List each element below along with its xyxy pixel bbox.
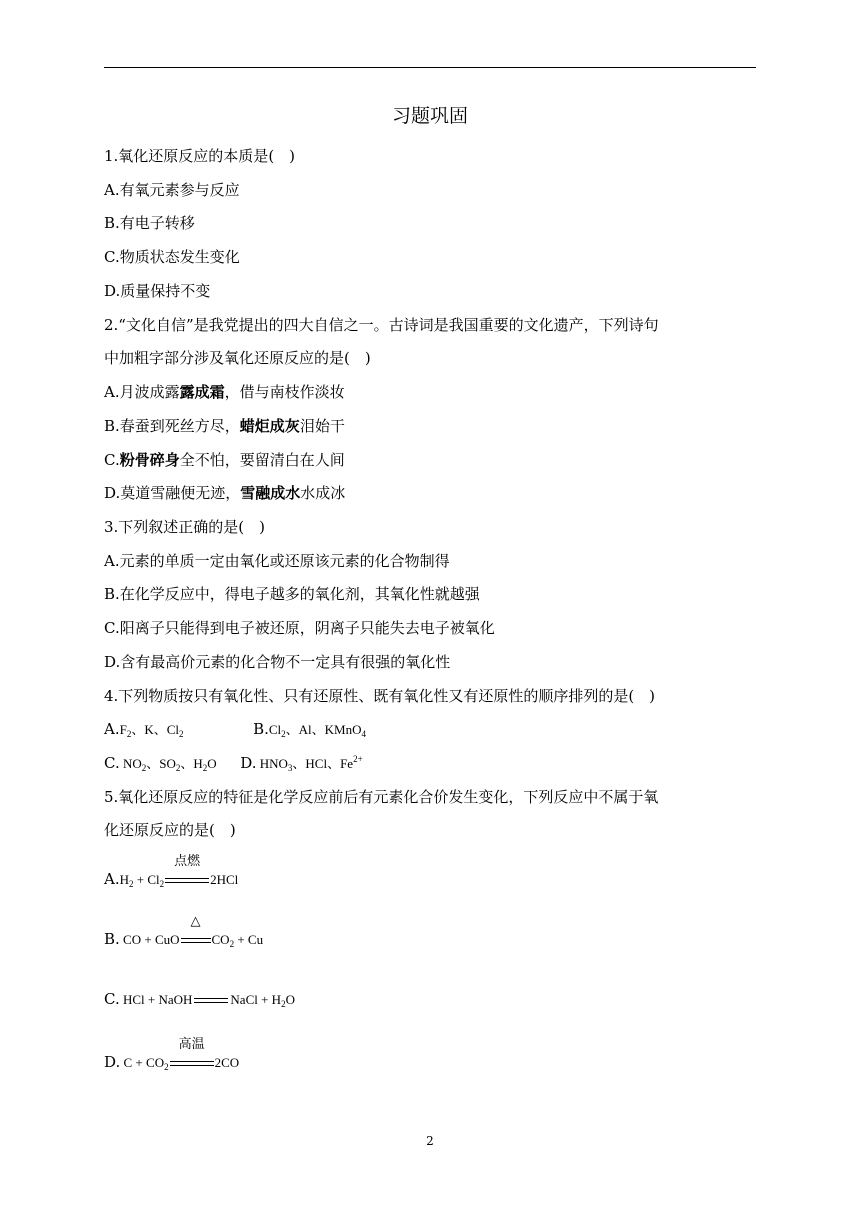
q3-option-c: C.阳离子只能得到电子被还原，阴离子只能失去电子被氧化 <box>104 619 495 637</box>
q2-a-bold: 露成霜 <box>179 383 225 401</box>
q5-b-condition <box>181 914 211 947</box>
q2-b-text: B.春蚕到死丝方尽， <box>104 417 240 435</box>
q5-option-b <box>104 914 264 950</box>
q5-option-c <box>104 989 295 1010</box>
q4-d-label: D. <box>240 754 257 772</box>
q5-c-reactants: HCl + NaOH <box>119 992 193 1007</box>
q5-a-condition-label: 点燃 <box>174 854 201 869</box>
q2-option-a <box>104 382 345 402</box>
q4-stem: 4.下列物质按只有氧化性、只有还原性、既有氧化性又有还原性的顺序排列的是( ) <box>104 687 656 705</box>
q5-c-label: C. <box>104 990 120 1008</box>
q5-a-condition <box>165 854 209 887</box>
q1-option-b: B.有电子转移 <box>104 214 195 232</box>
q3-option-b: B.在化学反应中，得电子越多的氧化剂，其氧化性就越强 <box>104 585 480 603</box>
q5-stem-line2: 化还原反应的是( ) <box>104 821 236 839</box>
q2-a-text: A.月波成露 <box>104 383 180 401</box>
q2-a-text-end: ，借与南枝作淡妆 <box>224 383 345 401</box>
q4-d-formulas: $HNO_3$、HCl、$Fe^{2+}$ <box>256 754 363 773</box>
q1-stem: 1.氧化还原反应的本质是( ) <box>104 147 296 165</box>
q2-b-bold: 蜡炬成灰 <box>239 417 300 435</box>
q5-d-products: 2CO <box>214 1055 240 1070</box>
q5-b-label: B. <box>104 930 120 948</box>
q4-options-cd <box>104 753 363 774</box>
q4-a-formulas: $F_2$、K、$Cl_2$ <box>119 722 184 739</box>
q2-option-b <box>104 416 345 436</box>
q4-b-formulas: $Cl_2$、Al、KMnO$_4$ <box>268 722 367 739</box>
q4-c-label: C. <box>104 754 120 772</box>
q5-b-condition-label: △ <box>190 914 201 929</box>
q2-b-text-end: 泪始干 <box>299 417 345 435</box>
page-title: 习题巩固 <box>391 105 468 127</box>
q2-c-text: C. <box>104 451 120 469</box>
q2-stem-line1: 2.“文化自信”是我党提出的四大自信之一。古诗词是我国重要的文化遗产，下列诗句 <box>104 316 659 334</box>
q1-option-d: D.质量保持不变 <box>104 282 211 300</box>
q5-option-a <box>104 854 239 890</box>
q5-c-equals <box>194 993 228 1007</box>
q5-b-products: $CO_2 + Cu$ <box>211 932 264 949</box>
q1-option-c: C.物质状态发生变化 <box>104 248 240 266</box>
q2-d-bold: 雪融成水 <box>240 484 301 502</box>
q5-b-reactants: CO + CuO <box>119 932 180 947</box>
q3-option-a: A.元素的单质一定由氧化或还原该元素的化合物制得 <box>104 552 450 570</box>
q5-d-label: D. <box>104 1053 121 1071</box>
q2-stem-line2: 中加粗字部分涉及氧化还原反应的是( ) <box>104 349 371 367</box>
q4-b-label: B. <box>253 720 269 738</box>
q2-option-d <box>104 483 345 503</box>
q5-option-d <box>104 1037 240 1073</box>
q3-stem: 3.下列叙述正确的是( ) <box>104 518 266 536</box>
q4-a-label: A. <box>104 720 120 738</box>
q2-d-text: D.莫道雪融便无迹， <box>104 484 241 502</box>
q5-a-products: 2HCl <box>210 872 239 887</box>
q2-option-c <box>104 450 345 470</box>
q2-d-text-end: 水成冰 <box>300 484 346 502</box>
q5-d-condition-label: 高温 <box>178 1037 205 1052</box>
q5-a-label: A. <box>104 870 120 888</box>
q4-options-ab <box>104 719 366 740</box>
q4-c-formulas: $NO_2$、$SO_2$、$H_2O$ <box>119 756 217 773</box>
header-rule <box>104 67 756 68</box>
q5-a-reactants: $H_2 + Cl_2$ <box>119 872 165 889</box>
q3-option-d: D.含有最高价元素的化合物不一定具有很强的氧化性 <box>104 653 451 671</box>
q5-stem-line1: 5.氧化还原反应的特征是化学反应前后有元素化合价发生变化，下列反应中不属于氧 <box>104 788 659 806</box>
page-number: 2 <box>426 1134 434 1148</box>
q5-d-condition <box>170 1037 214 1070</box>
q2-c-bold: 粉骨碎身 <box>119 451 180 469</box>
q2-c-text-end: 全不怕，要留清白在人间 <box>179 451 345 469</box>
q5-c-products: NaCl + $H_2O$ <box>230 992 295 1009</box>
q1-option-a: A.有氧元素参与反应 <box>104 181 240 199</box>
q5-d-reactants: $C + CO_2$ <box>120 1055 169 1072</box>
